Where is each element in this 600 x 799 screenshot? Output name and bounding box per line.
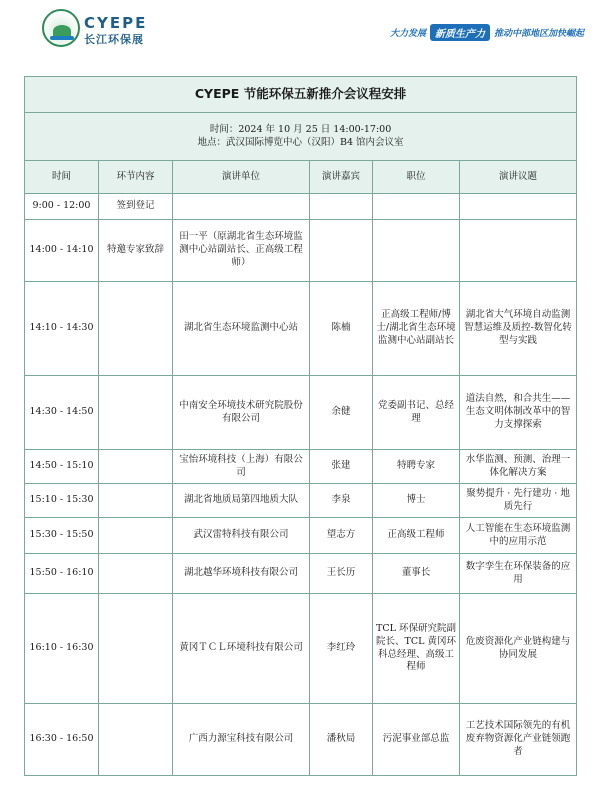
- cyepe-logo-icon: [42, 9, 80, 47]
- cell-segment: [99, 282, 173, 376]
- col-header-topic: 演讲议题: [460, 161, 577, 194]
- cell-topic: 数字孪生在环保装备的应用: [460, 554, 577, 594]
- cell-segment: [99, 484, 173, 518]
- cell-topic: 危废资源化产业链构建与协同发展: [460, 594, 577, 704]
- table-row: [25, 594, 577, 704]
- cell-time: 14:30 - 14:50: [25, 376, 99, 450]
- table-row: [25, 220, 577, 282]
- cell-org: 田一平（原湖北省生态环境监测中心站副站长、正高级工程师）: [173, 220, 310, 282]
- cell-title: 博士: [373, 484, 460, 518]
- cell-speaker: 张建: [310, 450, 373, 484]
- cell-topic: [460, 194, 577, 220]
- cell-segment: [99, 594, 173, 704]
- cell-org: 黄冈ＴＣＬ环境科技有限公司: [173, 594, 310, 704]
- cell-title: 正高级工程师: [373, 518, 460, 554]
- slogan-right: 推动中部地区加快崛起: [493, 29, 584, 39]
- cell-topic: 聚势提升 · 先行建功 · 地质先行: [460, 484, 577, 518]
- cell-segment: 签到登记: [99, 194, 173, 220]
- cell-topic: 工艺技术国际领先的有机废弃物资源化产业链领跑者: [460, 704, 577, 776]
- cell-segment: [99, 376, 173, 450]
- cell-time: 14:50 - 15:10: [25, 450, 99, 484]
- cell-time: 16:30 - 16:50: [25, 704, 99, 776]
- col-header-time: 时间: [25, 161, 99, 194]
- cell-time: 15:30 - 15:50: [25, 518, 99, 554]
- table-row: [25, 194, 577, 220]
- slogan: [390, 24, 584, 41]
- cell-org: 湖北省生态环境监测中心站: [173, 282, 310, 376]
- cell-segment: [99, 518, 173, 554]
- agenda-title: CYEPE 节能环保五新推介会议程安排: [25, 77, 577, 113]
- cell-title: 党委副书记、总经理: [373, 376, 460, 450]
- cell-speaker: [310, 194, 373, 220]
- cell-speaker: 陈楠: [310, 282, 373, 376]
- cell-title: 特聘专家: [373, 450, 460, 484]
- event-time: 时间：2024 年 10 月 25 日 14:00-17:00: [209, 123, 392, 135]
- cell-org: [173, 194, 310, 220]
- cell-topic: [460, 220, 577, 282]
- col-header-title: 职位: [373, 161, 460, 194]
- table-row: [25, 450, 577, 484]
- cell-speaker: 王长历: [310, 554, 373, 594]
- cell-topic: 湖北省大气环境自动监测智慧运维及质控-数智化转型与实践: [460, 282, 577, 376]
- cell-time: 16:10 - 16:30: [25, 594, 99, 704]
- col-header-segment: 环节内容: [99, 161, 173, 194]
- cell-segment: [99, 554, 173, 594]
- cell-segment: [99, 704, 173, 776]
- cell-topic: 人工智能在生态环境监测中的应用示范: [460, 518, 577, 554]
- cell-org: 中南安全环境技术研究院股份有限公司: [173, 376, 310, 450]
- col-header-speaker: 演讲嘉宾: [310, 161, 373, 194]
- cell-org: 湖北省地质局第四地质大队: [173, 484, 310, 518]
- event-info: [25, 113, 577, 161]
- cell-time: 15:10 - 15:30: [25, 484, 99, 518]
- slogan-badge: 新质生产力: [430, 24, 490, 41]
- cell-time: 15:50 - 16:10: [25, 554, 99, 594]
- logo-cn-text: 长江环保展: [84, 33, 144, 46]
- table-row: [25, 484, 577, 518]
- column-header-row: [25, 161, 577, 194]
- cell-speaker: 望志方: [310, 518, 373, 554]
- cell-speaker: 潘秋局: [310, 704, 373, 776]
- cell-title: 正高级工程师/博士/湖北省生态环境监测中心站副站长: [373, 282, 460, 376]
- table-row: [25, 704, 577, 776]
- cell-time: 14:10 - 14:30: [25, 282, 99, 376]
- cell-org: 宝怡环境科技（上海）有限公司: [173, 450, 310, 484]
- page-header: [0, 0, 600, 62]
- cell-speaker: 李红玲: [310, 594, 373, 704]
- logo-en-text: CYEPE: [84, 14, 148, 32]
- cell-speaker: 余健: [310, 376, 373, 450]
- cell-speaker: 李泉: [310, 484, 373, 518]
- cell-org: 广西力源宝科技有限公司: [173, 704, 310, 776]
- cell-topic: 水华监测、预测、治理一体化解决方案: [460, 450, 577, 484]
- cell-org: 武汉雷特科技有限公司: [173, 518, 310, 554]
- table-row: [25, 282, 577, 376]
- cell-title: 污泥事业部总监: [373, 704, 460, 776]
- col-header-org: 演讲单位: [173, 161, 310, 194]
- cell-org: 湖北越华环境科技有限公司: [173, 554, 310, 594]
- cell-segment: 特邀专家致辞: [99, 220, 173, 282]
- event-place: 地点：武汉国际博览中心（汉阳）B4 馆内会议室: [197, 136, 404, 148]
- agenda-table: [24, 76, 577, 776]
- cell-time: 14:00 - 14:10: [25, 220, 99, 282]
- table-row: [25, 518, 577, 554]
- cell-topic: 道法自然，和合共生——生态文明体制改革中的智力支撑探索: [460, 376, 577, 450]
- cell-time: 9:00 - 12:00: [25, 194, 99, 220]
- cell-title: [373, 194, 460, 220]
- table-row: [25, 554, 577, 594]
- cell-title: 董事长: [373, 554, 460, 594]
- table-row: [25, 376, 577, 450]
- cell-segment: [99, 450, 173, 484]
- cell-title: TCL 环保研究院副院长、TCL 黄冈环科总经理、高级工程师: [373, 594, 460, 704]
- cell-speaker: [310, 220, 373, 282]
- cell-title: [373, 220, 460, 282]
- slogan-left: 大力发展: [389, 29, 426, 39]
